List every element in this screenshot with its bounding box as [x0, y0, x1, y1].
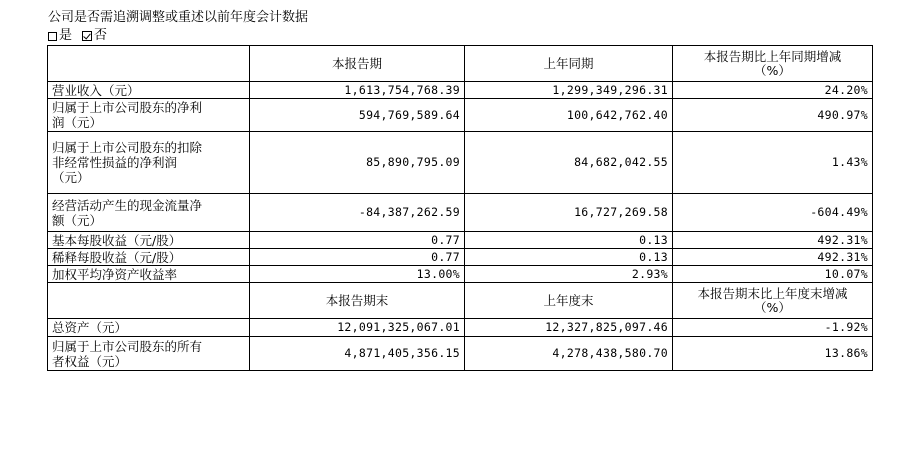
value-change: 490.97% — [673, 99, 873, 132]
table-row — [48, 132, 873, 194]
col-header-prior-period: 上年同期 — [465, 46, 673, 82]
row-label: 稀释每股收益（元/股） — [48, 249, 250, 266]
value-current: 1,613,754,768.39 — [250, 82, 465, 99]
value-current: 13.00% — [250, 266, 465, 283]
adjustment-options — [48, 28, 107, 44]
col-header-year-end-change: 本报告期末比上年度末增减 （%） — [673, 283, 873, 319]
unchecked-box-icon — [48, 32, 57, 41]
row-label: 基本每股收益（元/股） — [48, 232, 250, 249]
row-label: 总资产（元） — [48, 319, 250, 337]
row-label: 营业收入（元） — [48, 82, 250, 99]
value-prior: 0.13 — [465, 232, 673, 249]
value-prior: 2.93% — [465, 266, 673, 283]
option-yes — [48, 28, 72, 44]
value-change: 492.31% — [673, 232, 873, 249]
value-current: 4,871,405,356.15 — [250, 337, 465, 371]
table-row — [48, 249, 873, 266]
option-yes-label: 是 — [59, 28, 73, 43]
value-change: 1.43% — [673, 132, 873, 194]
option-no — [82, 28, 107, 44]
header-blank-cell — [48, 46, 250, 82]
row-label: 归属于上市公司股东的扣除 非经常性损益的净利润 （元） — [48, 132, 250, 194]
row-label: 归属于上市公司股东的净利 润（元） — [48, 99, 250, 132]
table-row — [48, 337, 873, 371]
value-prior: 0.13 — [465, 249, 673, 266]
value-change: 13.86% — [673, 337, 873, 371]
table-row — [48, 99, 873, 132]
option-no-label: 否 — [94, 28, 108, 43]
col-header-period-change: 本报告期比上年同期增减 （%） — [673, 46, 873, 82]
table-row — [48, 232, 873, 249]
value-prior: 100,642,762.40 — [465, 99, 673, 132]
table-row — [48, 194, 873, 232]
value-change: -1.92% — [673, 319, 873, 337]
header-row-2 — [48, 283, 873, 319]
row-label: 加权平均净资产收益率 — [48, 266, 250, 283]
value-current: 12,091,325,067.01 — [250, 319, 465, 337]
value-change: -604.49% — [673, 194, 873, 232]
value-current: -84,387,262.59 — [250, 194, 465, 232]
checked-box-icon — [82, 31, 92, 41]
table-row — [48, 266, 873, 283]
financial-data-table — [47, 45, 873, 371]
value-current: 85,890,795.09 — [250, 132, 465, 194]
value-prior: 4,278,438,580.70 — [465, 337, 673, 371]
value-prior: 12,327,825,097.46 — [465, 319, 673, 337]
section-heading: 公司是否需追溯调整或重述以前年度会计数据 — [48, 10, 309, 25]
row-label: 归属于上市公司股东的所有 者权益（元） — [48, 337, 250, 371]
value-change: 24.20% — [673, 82, 873, 99]
row-label: 经营活动产生的现金流量净 额（元） — [48, 194, 250, 232]
header-row-1 — [48, 46, 873, 82]
header-blank-cell — [48, 283, 250, 319]
table-row — [48, 319, 873, 337]
value-prior: 84,682,042.55 — [465, 132, 673, 194]
value-change: 10.07% — [673, 266, 873, 283]
value-prior: 16,727,269.58 — [465, 194, 673, 232]
col-header-prior-year-end: 上年度末 — [465, 283, 673, 319]
value-current: 0.77 — [250, 249, 465, 266]
value-prior: 1,299,349,296.31 — [465, 82, 673, 99]
value-current: 594,769,589.64 — [250, 99, 465, 132]
col-header-current-period: 本报告期 — [250, 46, 465, 82]
value-current: 0.77 — [250, 232, 465, 249]
table-row — [48, 82, 873, 99]
value-change: 492.31% — [673, 249, 873, 266]
col-header-period-end: 本报告期末 — [250, 283, 465, 319]
